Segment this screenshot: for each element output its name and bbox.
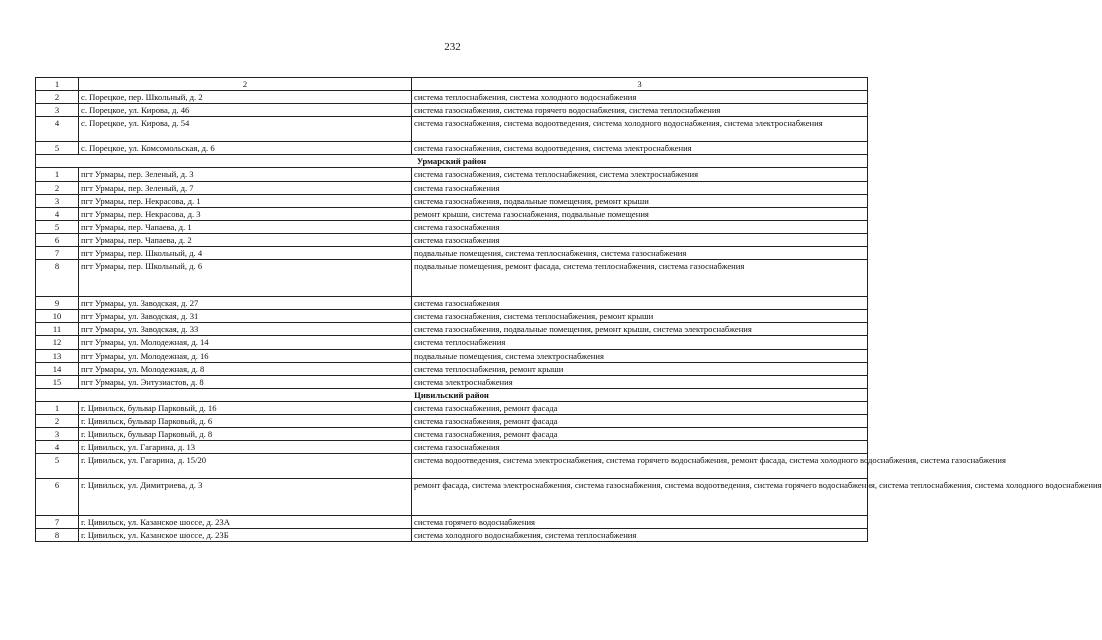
row-address: пгт Урмары, пер. Некрасова, д. 3	[79, 207, 412, 220]
row-number: 3	[36, 104, 79, 117]
row-number: 13	[36, 349, 79, 362]
row-address: пгт Урмары, ул. Заводская, д. 27	[79, 297, 412, 310]
row-works: система теплоснабжения, система холодного водоснабжения	[412, 91, 868, 104]
row-number: 7	[36, 247, 79, 260]
row-number: 3	[36, 194, 79, 207]
table-row	[36, 168, 868, 181]
row-works: система газоснабжения	[412, 233, 868, 246]
row-works: система газоснабжения	[412, 441, 868, 454]
row-address: пгт Урмары, пер. Чапаева, д. 1	[79, 220, 412, 233]
column-number-3: 3	[412, 78, 868, 91]
row-number: 12	[36, 336, 79, 349]
row-works: система газоснабжения, подвальные помещения, ремонт крыши	[412, 194, 868, 207]
row-address: пгт Урмары, ул. Молодежная, д. 8	[79, 362, 412, 375]
row-address: г. Цивильск, ул. Димитриева, д. 3	[79, 479, 412, 516]
row-works: система газоснабжения, система водоотведения, система холодного водоснабжения, система электроснабжения	[412, 117, 868, 142]
table-row	[36, 310, 868, 323]
row-works: система горячего водоснабжения	[412, 516, 868, 529]
row-number: 2	[36, 91, 79, 104]
table-row	[36, 401, 868, 414]
row-address: с. Порецкое, ул. Комсомольская, д. 6	[79, 142, 412, 155]
row-works: система газоснабжения, система теплоснабжения, система электроснабжения	[412, 168, 868, 181]
table-row	[36, 441, 868, 454]
row-works: подвальные помещения, система электроснабжения	[412, 349, 868, 362]
row-works: система газоснабжения, система теплоснабжения, ремонт крыши	[412, 310, 868, 323]
row-address: пгт Урмары, ул. Молодежная, д. 16	[79, 349, 412, 362]
table-row	[36, 207, 868, 220]
row-works: система электроснабжения	[412, 375, 868, 388]
row-address: пгт Урмары, пер. Чапаева, д. 2	[79, 233, 412, 246]
table-row	[36, 336, 868, 349]
row-number: 5	[36, 454, 79, 479]
row-address: пгт Урмары, ул. Энтузиастов, д. 8	[79, 375, 412, 388]
row-number: 4	[36, 441, 79, 454]
row-address: с. Порецкое, ул. Кирова, д. 46	[79, 104, 412, 117]
row-number: 4	[36, 207, 79, 220]
row-address: пгт Урмары, пер. Некрасова, д. 1	[79, 194, 412, 207]
row-number: 10	[36, 310, 79, 323]
table-row	[36, 414, 868, 427]
row-number: 5	[36, 142, 79, 155]
row-works: система газоснабжения	[412, 181, 868, 194]
row-number: 3	[36, 428, 79, 441]
table-row	[36, 375, 868, 388]
table-row	[36, 233, 868, 246]
row-works: подвальные помещения, система теплоснабжения, система газоснабжения	[412, 247, 868, 260]
section-heading-row	[36, 388, 868, 401]
row-address: г. Цивильск, ул. Казанское шоссе, д. 23А	[79, 516, 412, 529]
table-header-row	[36, 78, 868, 91]
page-number: 232	[444, 41, 461, 53]
column-number-2: 2	[79, 78, 412, 91]
row-address: г. Цивильск, бульвар Парковый, д. 8	[79, 428, 412, 441]
section-title: Урмарский район	[36, 155, 868, 168]
row-number: 7	[36, 516, 79, 529]
table-row	[36, 362, 868, 375]
row-works: ремонт крыши, система газоснабжения, подвальные помещения	[412, 207, 868, 220]
table-row	[36, 142, 868, 155]
row-number: 4	[36, 117, 79, 142]
row-address: г. Цивильск, ул. Гагарина, д. 13	[79, 441, 412, 454]
row-address: с. Порецкое, пер. Школьный, д. 2	[79, 91, 412, 104]
row-address: г. Цивильск, ул. Казанское шоссе, д. 23Б	[79, 529, 412, 542]
row-address: г. Цивильск, ул. Гагарина, д. 15/20	[79, 454, 412, 479]
row-number: 14	[36, 362, 79, 375]
row-works: система газоснабжения, система водоотведения, система электроснабжения	[412, 142, 868, 155]
table-row	[36, 91, 868, 104]
row-address: пгт Урмары, ул. Заводская, д. 33	[79, 323, 412, 336]
row-works: система газоснабжения	[412, 220, 868, 233]
table-row	[36, 529, 868, 542]
row-works: система теплоснабжения	[412, 336, 868, 349]
row-works: ремонт фасада, система электроснабжения, система газоснабжения, система водоотведения, система горячего водоснабжения, система теплоснабжения, система холодного водоснабжения	[412, 479, 868, 516]
row-address: пгт Урмары, пер. Зеленый, д. 7	[79, 181, 412, 194]
row-number: 6	[36, 479, 79, 516]
row-works: система газоснабжения	[412, 297, 868, 310]
table-row	[36, 117, 868, 142]
table-row	[36, 479, 868, 516]
table-row	[36, 260, 868, 297]
row-works: система холодного водоснабжения, система теплоснабжения	[412, 529, 868, 542]
row-address: с. Порецкое, ул. Кирова, д. 54	[79, 117, 412, 142]
table-row	[36, 194, 868, 207]
row-number: 1	[36, 401, 79, 414]
table-row	[36, 516, 868, 529]
table-row	[36, 428, 868, 441]
row-works: система газоснабжения, подвальные помещения, ремонт крыши, система электроснабжения	[412, 323, 868, 336]
row-address: пгт Урмары, пер. Зеленый, д. 3	[79, 168, 412, 181]
row-works: система газоснабжения, ремонт фасада	[412, 414, 868, 427]
row-number: 6	[36, 233, 79, 246]
row-number: 5	[36, 220, 79, 233]
row-works: подвальные помещения, ремонт фасада, система теплоснабжения, система газоснабжения	[412, 260, 868, 297]
row-number: 15	[36, 375, 79, 388]
table-row	[36, 220, 868, 233]
row-works: система газоснабжения, ремонт фасада	[412, 401, 868, 414]
row-number: 2	[36, 181, 79, 194]
row-number: 2	[36, 414, 79, 427]
table-row	[36, 104, 868, 117]
section-title: Цивильский район	[36, 388, 868, 401]
row-address: г. Цивильск, бульвар Парковый, д. 16	[79, 401, 412, 414]
table-row	[36, 349, 868, 362]
row-number: 9	[36, 297, 79, 310]
table-row	[36, 181, 868, 194]
row-works: система водоотведения, система электроснабжения, система горячего водоснабжения, ремонт фасада, система холодного водоснабжения, система газоснабжения	[412, 454, 868, 479]
row-number: 8	[36, 529, 79, 542]
row-number: 1	[36, 168, 79, 181]
row-address: пгт Урмары, ул. Заводская, д. 31	[79, 310, 412, 323]
row-number: 8	[36, 260, 79, 297]
column-number-1: 1	[36, 78, 79, 91]
row-works: система газоснабжения, система горячего водоснабжения, система теплоснабжения	[412, 104, 868, 117]
repair-program-table	[35, 77, 1102, 542]
row-number: 11	[36, 323, 79, 336]
row-works: система газоснабжения, ремонт фасада	[412, 428, 868, 441]
table-row	[36, 454, 868, 479]
section-heading-row	[36, 155, 868, 168]
table-row	[36, 297, 868, 310]
table-row	[36, 323, 868, 336]
table-row	[36, 247, 868, 260]
row-address: г. Цивильск, бульвар Парковый, д. 6	[79, 414, 412, 427]
row-address: пгт Урмары, пер. Школьный, д. 4	[79, 247, 412, 260]
row-works: система теплоснабжения, ремонт крыши	[412, 362, 868, 375]
row-address: пгт Урмары, пер. Школьный, д. 6	[79, 260, 412, 297]
row-address: пгт Урмары, ул. Молодежная, д. 14	[79, 336, 412, 349]
